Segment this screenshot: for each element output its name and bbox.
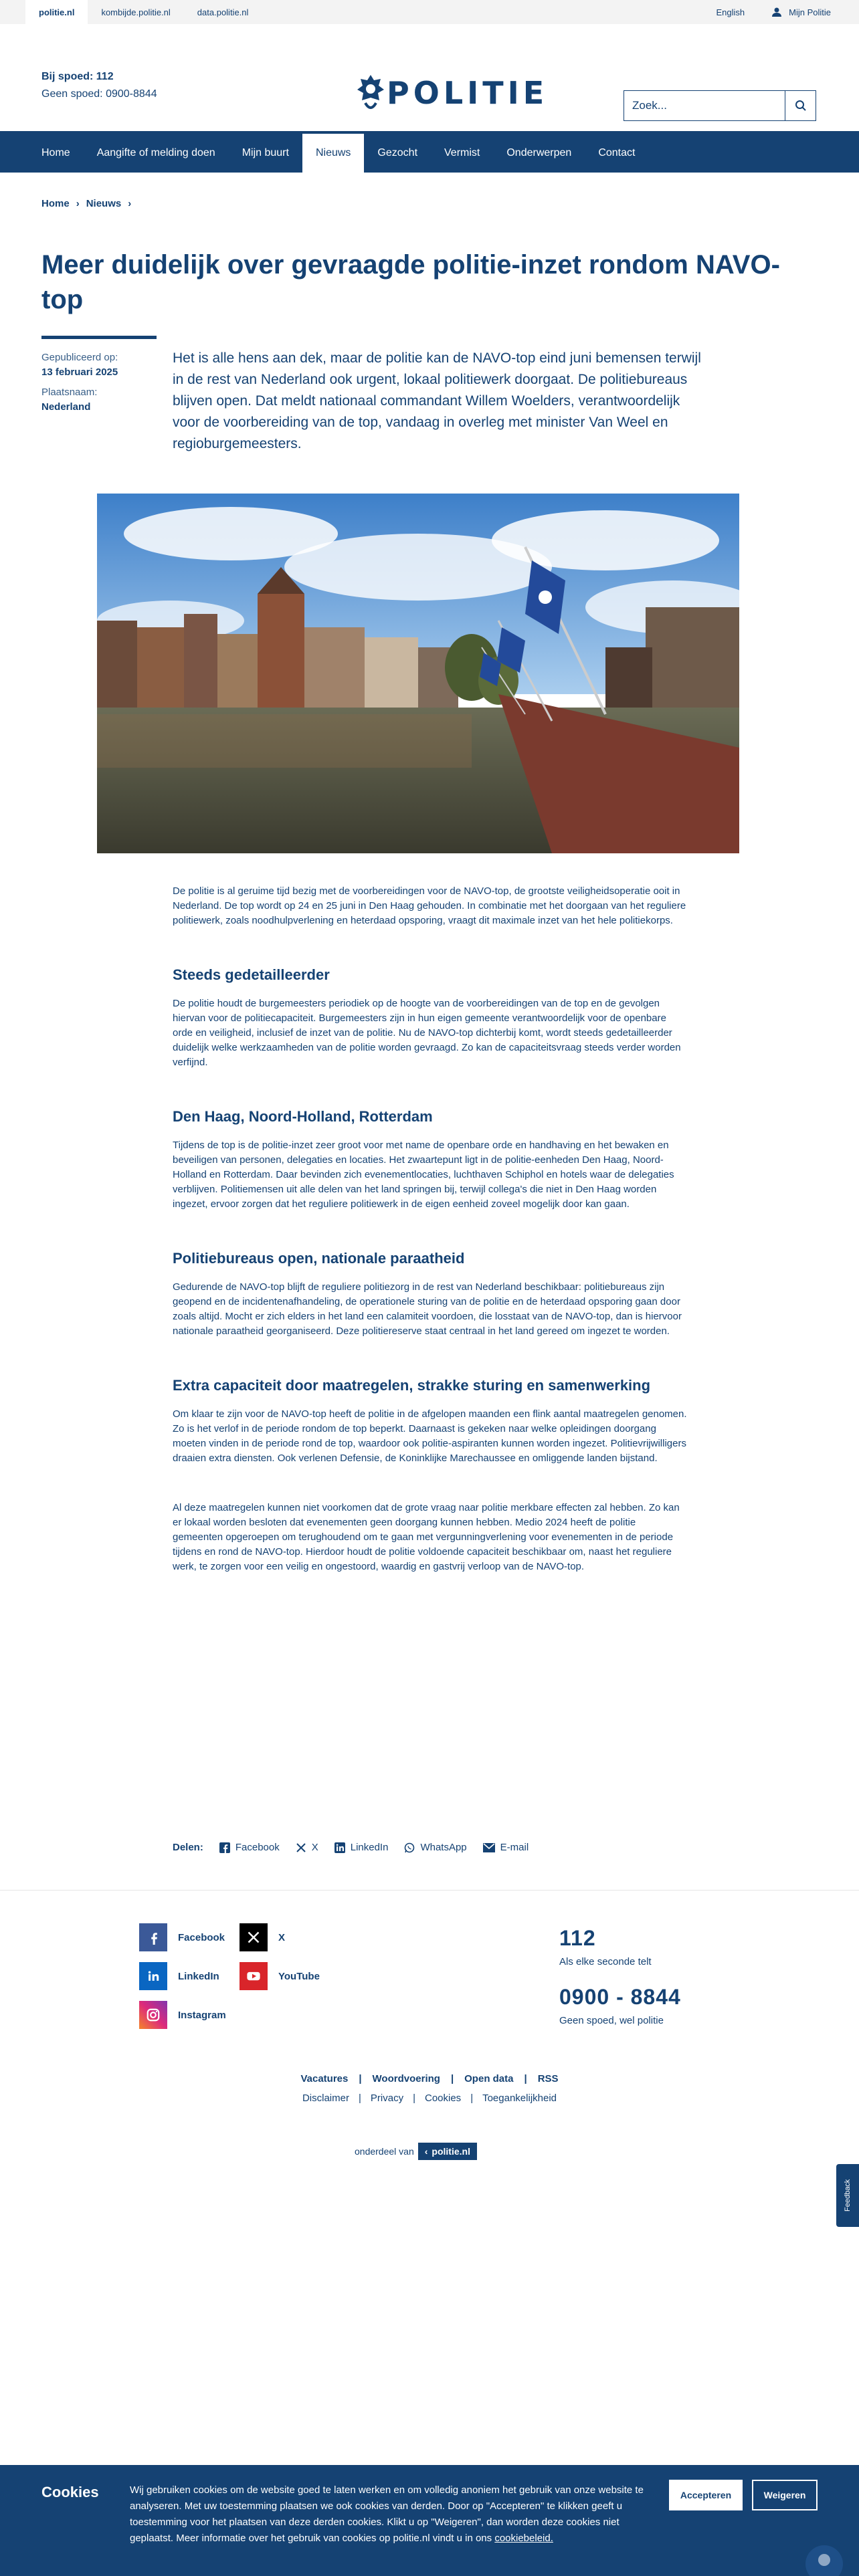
instagram-icon <box>139 2001 167 2029</box>
footer-link-vacatures[interactable]: Vacatures <box>300 2073 349 2084</box>
nav-vermist[interactable]: Vermist <box>444 147 480 158</box>
footer-links <box>0 2073 859 2104</box>
site-header <box>0 24 859 131</box>
breadcrumb-home[interactable]: Home <box>41 198 70 209</box>
part-of-label: onderdeel van <box>355 2146 414 2157</box>
footer-non-emergency-number[interactable]: 0900 - 8844 <box>559 1985 681 2009</box>
share-whatsapp[interactable] <box>404 1842 466 1853</box>
x-icon <box>296 1842 306 1853</box>
section-body: Tijdens de top is de politie-inzet zeer groot voor met name de openbare orde en handhaving en het bewaken en beveiligen van personen, delegaties en locaties. Het zwaartepunt ligt in de politie-eenheden Den Haag, Noord-Holland en Rotterdam. Daar bevinden zich evenementlocaties, luchthaven Schiphol en hotels waar de delegaties verblijven. Politiemensen uit alle delen van het land springen bij, terwijl collega's die niet in Den Haag worden ingezet, ervoor zorgen dat het reguliere politiewerk in de eigen eenheid zoveel mogelijk door kan gaan. <box>173 1140 674 1210</box>
footer-youtube[interactable] <box>240 1962 320 1990</box>
footer-link-privacy[interactable]: Privacy <box>370 2092 404 2104</box>
part-of-link[interactable] <box>418 2143 477 2160</box>
police-badge-icon <box>356 74 385 112</box>
separator: | <box>470 2092 474 2104</box>
share-x[interactable] <box>296 1842 318 1853</box>
language-link[interactable]: English <box>716 7 745 17</box>
share-email-label: E-mail <box>500 1842 529 1853</box>
share-email[interactable] <box>483 1842 529 1853</box>
nav-contact[interactable]: Contact <box>598 147 636 158</box>
chat-icon <box>803 2540 844 2576</box>
cookie-title: Cookies <box>41 2484 99 2500</box>
page-title: Meer duidelijk over gevraagde politie-inzet rondom NAVO-top <box>41 250 780 314</box>
place-label: Plaatsnaam: <box>41 387 98 398</box>
section-heading: Den Haag, Noord-Holland, Rotterdam <box>173 1108 433 1125</box>
cookie-text-block <box>130 2482 645 2547</box>
separator: | <box>359 2073 362 2084</box>
section-heading: Politiebureaus open, nationale paraatheid <box>173 1250 465 1267</box>
facebook-icon <box>219 1842 230 1853</box>
article-meta <box>41 350 118 415</box>
share-whatsapp-label: WhatsApp <box>420 1842 467 1853</box>
footer-link-cookies[interactable]: Cookies <box>424 2092 462 2104</box>
cookie-policy-link[interactable]: cookiebeleid. <box>494 2533 553 2544</box>
footer-x[interactable] <box>240 1923 285 1951</box>
place-value: Nederland <box>41 401 91 413</box>
section-body: Om klaar te zijn voor de NAVO-top heeft de politie in de afgelopen maanden een flink aantal maatregelen genomen. Zo is het verlof in de periode rondom de top beperkt. Daarnaast is gekeken naar welke opleidingen doorgang moeten vinden in de periode rond de top, waardoor ook politie-aspiranten kunnen worden ingezet. Politievrijwilligers draaien extra diensten. Ook verlenen Defensie, de Koninklijke Marechaussee en omliggende landen bijstand. <box>173 1408 687 1464</box>
part-of-site: politie.nl <box>432 2146 470 2157</box>
whatsapp-icon <box>404 1842 415 1853</box>
arrow-left-icon: ‹ <box>424 2146 428 2157</box>
feedback-tab[interactable]: Feedback <box>836 2164 859 2227</box>
nav-gezocht[interactable]: Gezocht <box>377 147 418 158</box>
site-switcher <box>25 0 262 24</box>
footer-linkedin[interactable] <box>139 1962 219 1990</box>
section-heading: Extra capaciteit door maatregelen, strakke sturing en samenwerking <box>173 1377 651 1394</box>
hero-image <box>97 494 739 853</box>
article-body <box>173 884 688 1594</box>
search-button[interactable] <box>785 90 816 121</box>
footer-facebook-label: Facebook <box>178 1931 225 1943</box>
search-form <box>624 90 816 121</box>
footer-facebook[interactable] <box>139 1923 225 1951</box>
main-nav <box>0 131 859 173</box>
share-linkedin-label: LinkedIn <box>350 1842 389 1853</box>
footer-youtube-label: YouTube <box>278 1970 320 1982</box>
accept-cookies-button[interactable]: Accepteren <box>669 2480 743 2510</box>
section-body: Gedurende de NAVO-top blijft de reguliere politiezorg in de rest van Nederland beschikbaar: politiebureaus zijn geopend en de incidentenafhandeling, de operationele sturing van de politie en de heterdaad opsporing gaan door zoals altijd. Mocht er zich elders in het land een calamiteit voordoen, die losstaat van de NAVO-top, dan is hiervoor nationale paraatheid georganiseerd. Deze politiereserve staat centraal in het land gereed om ingezet te worden. <box>173 1281 682 1337</box>
share-facebook-label: Facebook <box>235 1842 280 1853</box>
section-body: De politie houdt de burgemeesters periodiek op de hoogte van de voorbereidingen van de top en de gevolgen hiervan voor de politiecapaciteit. Burgemeesters zijn in hun eigen gemeente verantwoordelijk voor de openbare orde en veiligheid, inclusief de inzet van de politie. Nu de NAVO-top dichterbij komt, wordt steeds gedetailleerder duidelijk welke werkzaamheden van de politie worden gevraagd. Zo kan de capaciteitsvraag steeds verder worden verfijnd. <box>173 998 681 1068</box>
site-link-kombijde[interactable]: kombijde.politie.nl <box>101 7 171 17</box>
nav-home[interactable]: Home <box>41 147 70 158</box>
logo-text: POLITIE <box>387 75 549 111</box>
youtube-icon <box>240 1962 268 1990</box>
footer-non-emergency-text: Geen spoed, wel politie <box>559 2015 664 2026</box>
breadcrumb-nieuws[interactable]: Nieuws <box>86 198 122 209</box>
facebook-icon <box>139 1923 167 1951</box>
share-facebook[interactable] <box>219 1842 280 1853</box>
my-politie-label: Mijn Politie <box>789 7 831 17</box>
footer-instagram[interactable] <box>139 2001 226 2029</box>
footer-link-open-data[interactable]: Open data <box>464 2073 514 2084</box>
emergency-info <box>41 68 157 103</box>
separator: | <box>413 2092 415 2104</box>
footer-link-disclaimer[interactable]: Disclaimer <box>302 2092 349 2104</box>
part-of <box>355 2143 477 2160</box>
cookie-text: Wij gebruiken cookies om de website goed te laten werken en om volledig anoniem het gebruik van onze website te analyseren. Met uw toestemming plaatsen we ook cookies van derden. Door op "Accepteren" te klikken geeft u toestemming voor het plaatsen van deze derden cookies. Klikt u op "Weigeren", dan worden deze cookies niet geplaatst. Meer informatie over het gebruik van cookies op politie.nl vindt u in ons <box>130 2484 644 2544</box>
footer-emergency-number[interactable]: 112 <box>559 1926 596 1950</box>
search-icon <box>795 100 807 112</box>
article-lead: Het is alle hens aan dek, maar de politie kan de NAVO-top eind juni bemensen terwijl in de rest van Nederland ook urgent, lokaal politiewerk doorgaat. De politiebureaus blijven open. Dat meldt nationaal commandant Willem Woelders, verantwoordelijk voor de voorbereiding van de top, vandaag in overleg met minister Van Weel en regioburgemeesters. <box>173 350 701 451</box>
chevron-right-icon: › <box>128 198 132 209</box>
nav-mijn-buurt[interactable]: Mijn buurt <box>242 147 289 158</box>
section-heading: Steeds gedetailleerder <box>173 966 330 983</box>
separator: | <box>524 2073 527 2084</box>
footer-x-label: X <box>278 1931 286 1943</box>
footer-link-woordvoering[interactable]: Woordvoering <box>372 2073 440 2084</box>
separator: | <box>358 2092 361 2104</box>
chat-widget[interactable] <box>803 2540 844 2576</box>
share-x-label: X <box>311 1842 318 1853</box>
footer-emergency-text: Als elke seconde telt <box>559 1956 652 1967</box>
linkedin-icon <box>139 1962 167 1990</box>
linkedin-icon <box>335 1842 345 1853</box>
politie-logo[interactable] <box>356 74 548 112</box>
meta-divider <box>41 336 157 339</box>
non-emergency-number: Geen spoed: 0900-8844 <box>41 88 157 100</box>
published-date: 13 februari 2025 <box>41 366 118 378</box>
footer-instagram-label: Instagram <box>178 2009 226 2021</box>
breadcrumb <box>41 198 131 209</box>
article-closing: Al deze maatregelen kunnen niet voorkomen dat de grote vraag naar politie merkbare effecten zal hebben. Zo kan er lokaal worden besloten dat evenementen geen doorgang kunnen hebben. Medio 2024 heeft de politie gemeenten opgeroepen om terughoudend om te gaan met vergunningverlening voor evenementen in de periode tijdens en rond de NAVO-top. Hierdoor houdt de politie voldoende capaciteit beschikbaar om, naast het reguliere werk, te zorgen voor een veilig en ongestoord, waardig en gastvrij verloop van de NAVO-top. <box>173 1502 680 1572</box>
emergency-number: Bij spoed: 112 <box>41 71 114 82</box>
nav-nieuws[interactable]: Nieuws <box>302 134 364 173</box>
footer-link-toegankelijkheid[interactable]: Toegankelijkheid <box>482 2092 557 2104</box>
user-icon <box>771 7 782 17</box>
x-icon <box>240 1923 268 1951</box>
share-bar <box>173 1842 529 1853</box>
article-intro: De politie is al geruime tijd bezig met de voorbereidingen voor de NAVO-top, de grootste veiligheidsoperatie ooit in Nederland. De top wordt op 24 en 25 juni in Den Haag gehouden. In combinatie met het doorgaan van het reguliere politiewerk, zoals noodhulpverlening en heterdaad opsporing, vraagt dit maximale inzet van het hele politiekorps. <box>173 885 686 926</box>
search-input[interactable]: Zoek... <box>624 90 785 121</box>
share-label: Delen: <box>173 1842 203 1853</box>
utility-bar <box>0 0 859 24</box>
cookie-banner <box>0 2465 859 2576</box>
reject-cookies-button[interactable]: Weigeren <box>752 2480 818 2510</box>
separator: | <box>450 2073 454 2084</box>
site-link-politie[interactable]: politie.nl <box>25 0 88 24</box>
mail-icon <box>483 1843 495 1852</box>
footer-link-rss[interactable]: RSS <box>537 2073 559 2084</box>
nav-aangifte[interactable]: Aangifte of melding doen <box>96 147 215 158</box>
footer-linkedin-label: LinkedIn <box>178 1970 219 1982</box>
chevron-right-icon: › <box>76 198 80 209</box>
site-link-data[interactable]: data.politie.nl <box>197 7 249 17</box>
share-linkedin[interactable] <box>335 1842 389 1853</box>
published-label: Gepubliceerd op: <box>41 352 118 363</box>
footer-divider <box>0 1890 859 1891</box>
nav-onderwerpen[interactable]: Onderwerpen <box>506 147 572 158</box>
my-politie-link[interactable] <box>771 7 831 17</box>
footer-contact <box>559 1926 681 2026</box>
